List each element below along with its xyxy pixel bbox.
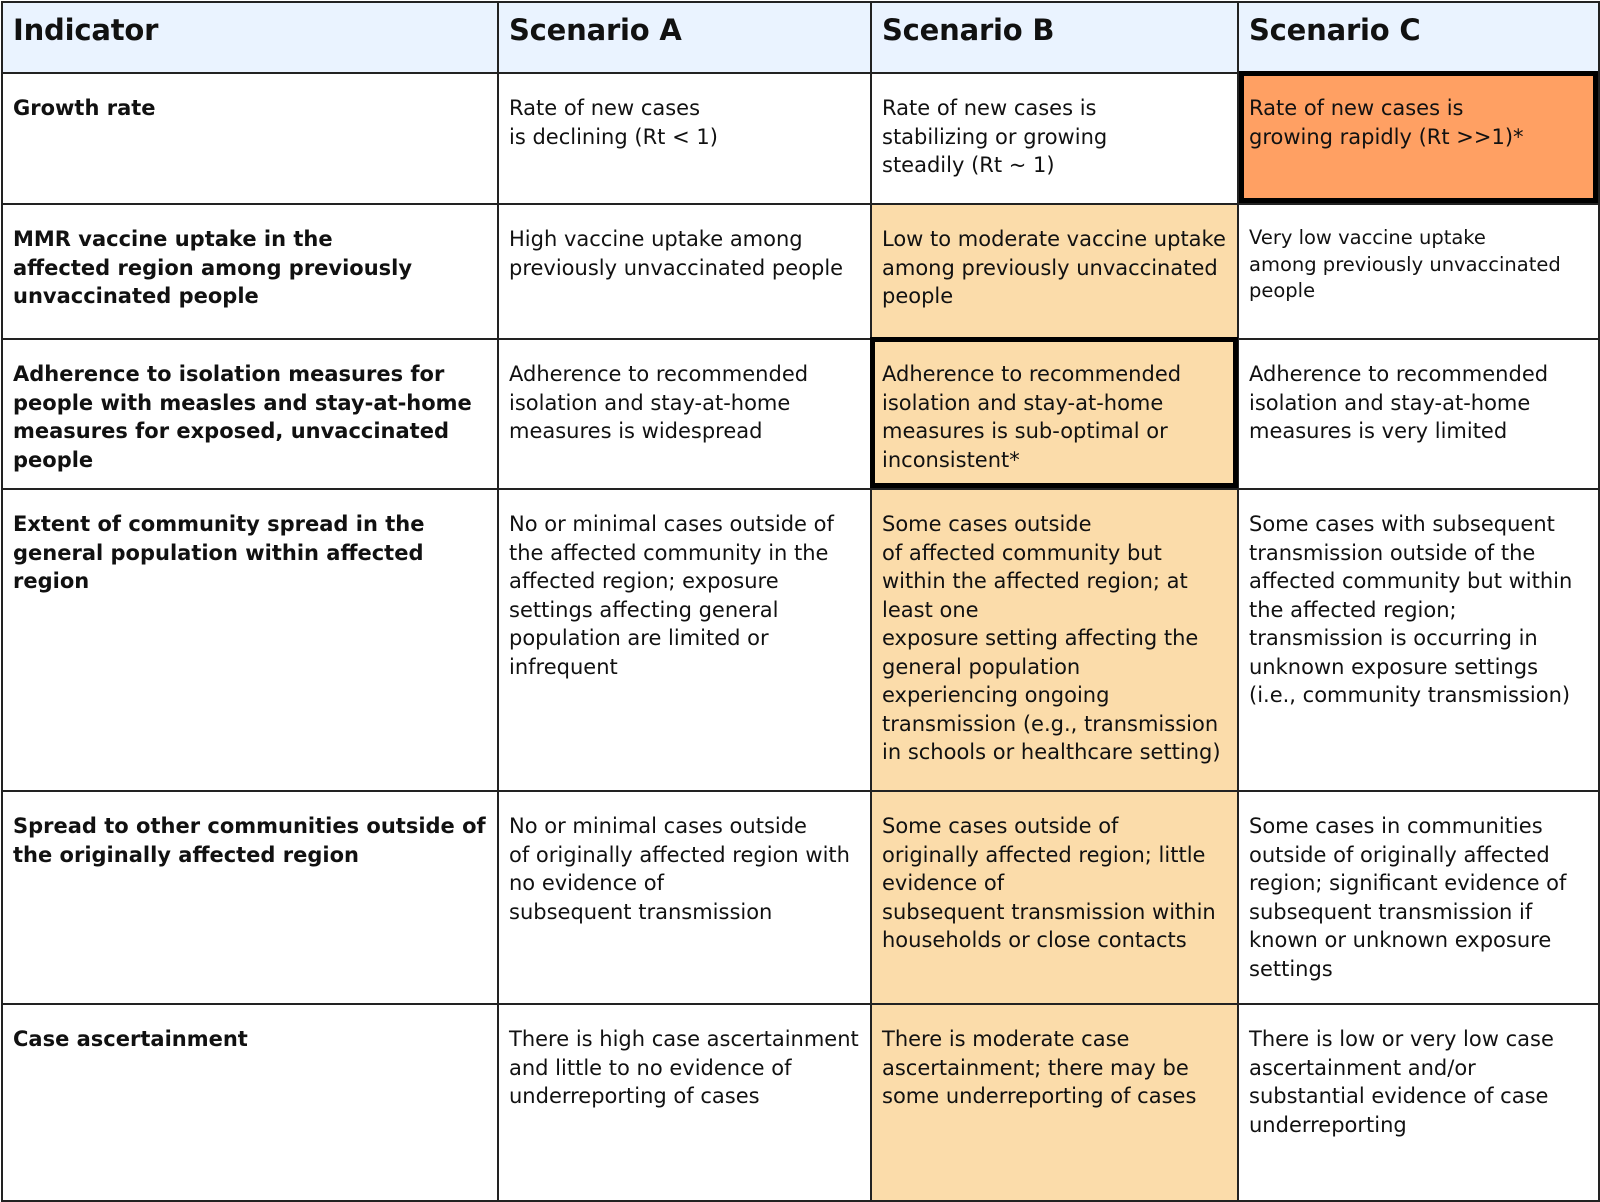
scenario-c-text: Very low vaccine uptake among previously unvaccinated people — [1249, 226, 1561, 302]
scenario-b-cell-selected — [871, 791, 1238, 1004]
scenario-a-text: No or minimal cases outside of originally affected region with no evidence of subsequent transmission — [509, 814, 850, 924]
header-scenario-a: Scenario A — [498, 2, 871, 73]
row-growth-rate — [2, 73, 1599, 204]
scenario-a-cell — [498, 73, 871, 204]
row-mmr-vaccine-uptake — [2, 204, 1599, 339]
scenario-a-text: Adherence to recommended isolation and stay-at-home measures is widespread — [509, 362, 809, 443]
header-scenario-b: Scenario B — [871, 2, 1238, 73]
indicator-cell — [2, 1004, 498, 1201]
scenario-b-cell-selected — [871, 489, 1238, 791]
scenario-a-text: There is high case ascertainment and little to no evidence of underreporting of cases — [509, 1027, 859, 1108]
row-case-ascertainment — [2, 1004, 1599, 1201]
scenario-c-text: There is low or very low case ascertainment and/or substantial evidence of case underreporting — [1249, 1027, 1554, 1137]
indicator-cell — [2, 339, 498, 489]
scenario-c-text: Some cases with subsequent transmission outside of the affected community but within the affected region; transmission is occurring in unknown exposure settings (i.e., community transmission) — [1249, 512, 1573, 707]
row-spread-other-communities — [2, 791, 1599, 1004]
scenario-b-cell-selected — [871, 339, 1238, 489]
indicator-label: Extent of community spread in the general population within affected region — [13, 512, 425, 593]
scenario-c-cell — [1238, 489, 1599, 791]
scenario-a-text: High vaccine uptake among previously unvaccinated people — [509, 227, 844, 280]
scenario-c-cell — [1238, 339, 1599, 489]
scenario-b-cell-selected — [871, 204, 1238, 339]
scenario-a-cell — [498, 1004, 871, 1201]
row-community-spread — [2, 489, 1599, 791]
scenario-a-cell — [498, 204, 871, 339]
scenario-b-cell — [871, 73, 1238, 204]
indicator-cell — [2, 204, 498, 339]
row-adherence-isolation — [2, 339, 1599, 489]
indicator-label: Growth rate — [13, 96, 156, 120]
scenario-c-text: Some cases in communities outside of originally affected region; significant evidence of subsequent transmission if known or unknown exposure settings — [1249, 814, 1567, 981]
scenario-c-cell-selected — [1238, 73, 1599, 204]
indicator-cell — [2, 489, 498, 791]
scenario-a-cell — [498, 339, 871, 489]
scenario-b-text: Some cases outside of originally affected region; little evidence of subsequent transmission within households or close contacts — [882, 814, 1216, 952]
scenario-c-text: Adherence to recommended isolation and stay-at-home measures is very limited — [1249, 362, 1549, 443]
scenario-c-cell — [1238, 204, 1599, 339]
scenario-a-text: No or minimal cases outside of the affected community in the affected region; exposure settings affecting general population are limited or infrequent — [509, 512, 834, 679]
indicator-cell — [2, 791, 498, 1004]
header-scenario-c: Scenario C — [1238, 2, 1599, 73]
header-row — [2, 2, 1599, 73]
indicator-label: MMR vaccine uptake in the affected region among previously unvaccinated people — [13, 227, 413, 308]
indicator-label: Case ascertainment — [13, 1027, 248, 1051]
scenario-b-text: Rate of new cases is stabilizing or growing steadily (Rt ~ 1) — [882, 96, 1108, 177]
scenario-c-cell — [1238, 791, 1599, 1004]
scenario-b-text: Low to moderate vaccine uptake among previously unvaccinated people — [882, 227, 1226, 308]
scenario-c-text: Rate of new cases is growing rapidly (Rt >>1)* — [1249, 96, 1524, 149]
scenario-b-text: Some cases outside of affected community but within the affected region; at least one exposure setting affecting the general population experiencing ongoing transmission (e.g., transmission in schools or healthcare setting) — [882, 512, 1221, 764]
scenario-b-text: Adherence to recommended isolation and stay-at-home measures is sub-optimal or inconsistent* — [882, 362, 1182, 472]
header-indicator: Indicator — [2, 2, 498, 73]
indicator-cell — [2, 73, 498, 204]
scenario-b-cell-selected — [871, 1004, 1238, 1201]
scenario-b-text: There is moderate case ascertainment; there may be some underreporting of cases — [882, 1027, 1197, 1108]
scenario-a-text: Rate of new cases is declining (Rt < 1) — [509, 96, 718, 149]
indicator-label: Adherence to isolation measures for people with measles and stay-at-home measures for exposed, unvaccinated people — [13, 362, 472, 472]
indicator-label: Spread to other communities outside of the originally affected region — [13, 814, 486, 867]
scenario-a-cell — [498, 791, 871, 1004]
scenario-indicator-table — [1, 1, 1600, 1202]
scenario-c-cell — [1238, 1004, 1599, 1201]
scenario-a-cell — [498, 489, 871, 791]
